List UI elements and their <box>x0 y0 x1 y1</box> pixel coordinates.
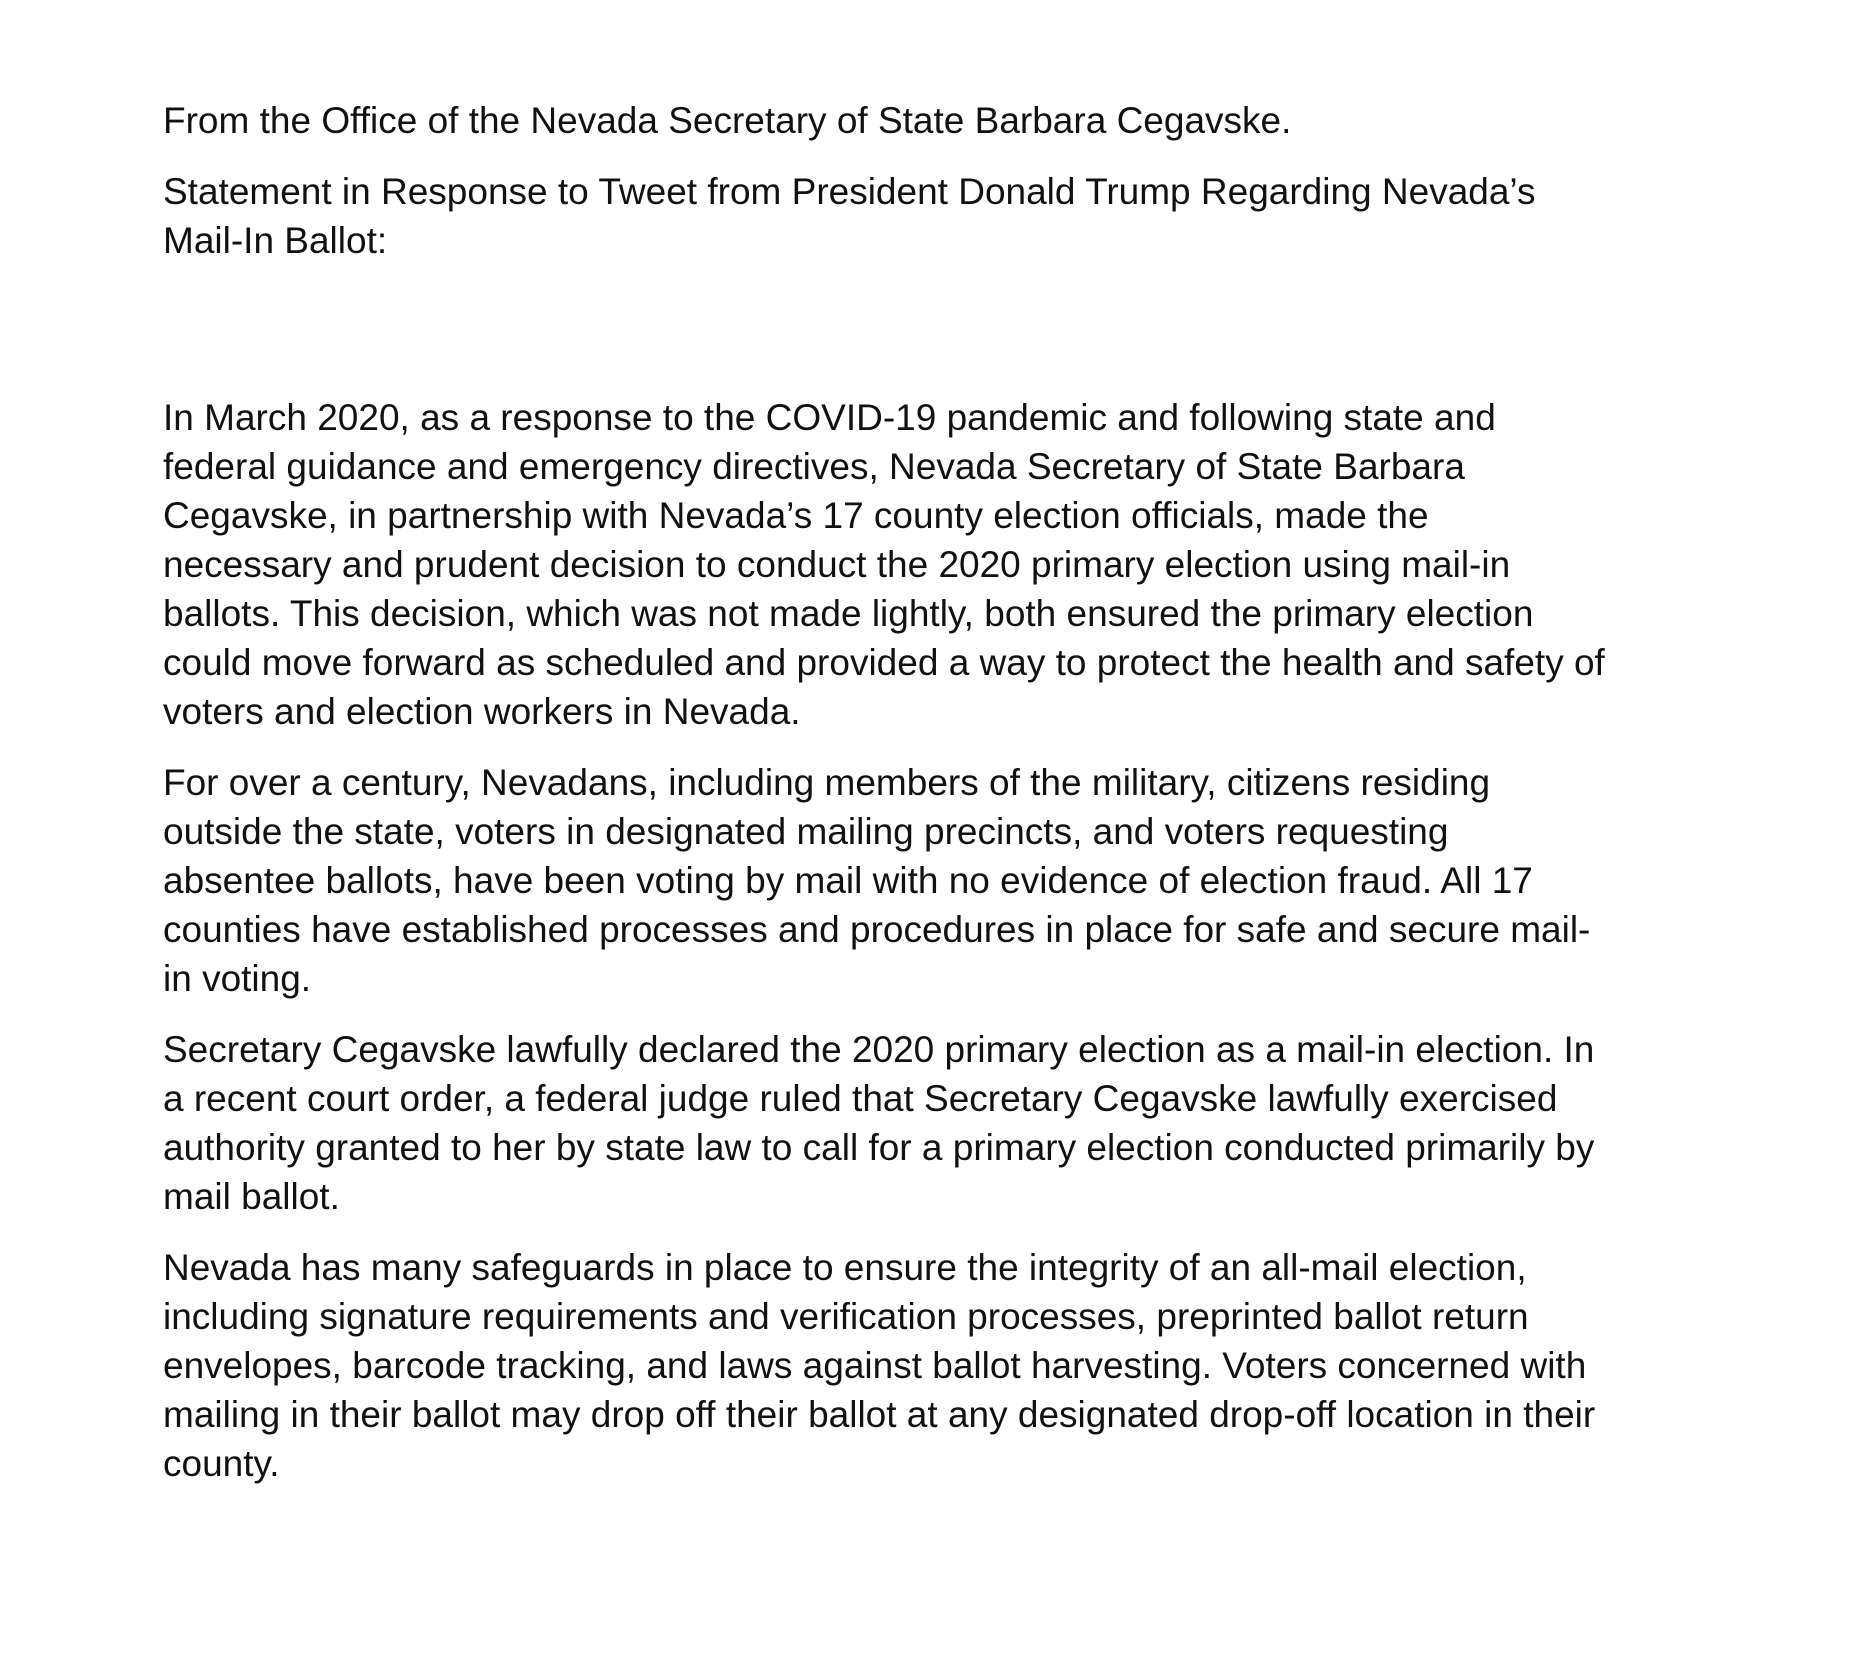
text-line: necessary and prudent decision to conduct the 2020 primary election using mail-in <box>163 544 1511 585</box>
statement-heading <box>163 167 1723 265</box>
text-line: in voting. <box>163 958 312 999</box>
text-line: ballots. This decision, which was not made lightly, both ensured the primary election <box>163 593 1534 634</box>
text-line: For over a century, Nevadans, including members of the military, citizens residing <box>163 762 1491 803</box>
text-line: could move forward as scheduled and provided a way to protect the health and safety of <box>163 642 1605 683</box>
from-office-line <box>163 96 1723 145</box>
text-line: Statement in Response to Tweet from President Donald Trump Regarding Nevada’s <box>163 171 1536 212</box>
text-line: authority granted to her by state law to call for a primary election conducted primarily by <box>163 1127 1595 1168</box>
paragraph-lawful-declaration <box>163 1025 1723 1221</box>
text-line: county. <box>163 1443 280 1484</box>
text-line: mailing in their ballot may drop off their ballot at any designated drop-off location in their <box>163 1394 1596 1435</box>
text-line: voters and election workers in Nevada. <box>163 691 801 732</box>
paragraph-safeguards <box>163 1243 1723 1488</box>
text-line: mail ballot. <box>163 1176 340 1217</box>
text-line: Mail-In Ballot: <box>163 220 388 261</box>
text-line: Cegavske, in partnership with Nevada’s 17 county election officials, made the <box>163 495 1429 536</box>
text-line: a recent court order, a federal judge ruled that Secretary Cegavske lawfully exercised <box>163 1078 1558 1119</box>
paragraph-over-a-century <box>163 758 1723 1003</box>
text-line: Nevada has many safeguards in place to ensure the integrity of an all-mail election, <box>163 1247 1527 1288</box>
text-line: Secretary Cegavske lawfully declared the 2020 primary election as a mail-in election. In <box>163 1029 1595 1070</box>
text-line: including signature requirements and verification processes, preprinted ballot return <box>163 1296 1529 1337</box>
document-body <box>163 96 1723 1488</box>
text-line: In March 2020, as a response to the COVID-19 pandemic and following state and <box>163 397 1496 438</box>
text-line: From the Office of the Nevada Secretary of State Barbara Cegavske. <box>163 100 1292 141</box>
paragraph-march-2020 <box>163 393 1723 736</box>
text-line: counties have established processes and procedures in place for safe and secure mail- <box>163 909 1591 950</box>
text-line: envelopes, barcode tracking, and laws against ballot harvesting. Voters concerned with <box>163 1345 1587 1386</box>
text-line: absentee ballots, have been voting by mail with no evidence of election fraud. All 17 <box>163 860 1533 901</box>
text-line: federal guidance and emergency directives, Nevada Secretary of State Barbara <box>163 446 1465 487</box>
text-line: outside the state, voters in designated mailing precincts, and voters requesting <box>163 811 1449 852</box>
